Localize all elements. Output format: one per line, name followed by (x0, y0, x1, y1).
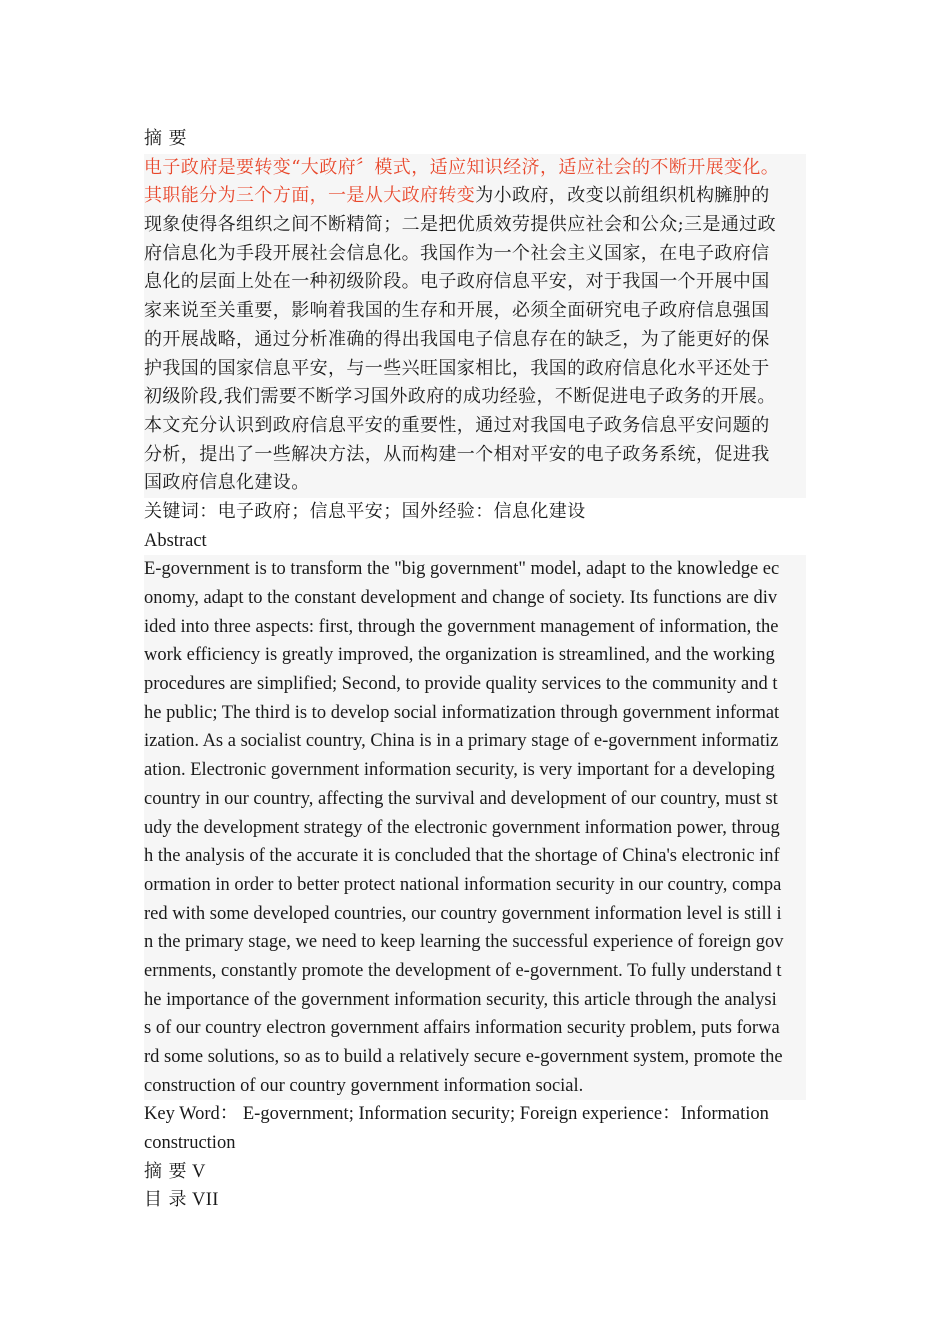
abstract-cn-line: 府信息化为手段开展社会信息化。我国作为一个社会主义国家，在电子政府信 (144, 240, 806, 269)
abstract-cn-line: 分析，提出了一些解决方法，从而构建一个相对平安的电子政务系统，促进我 (144, 441, 806, 470)
abstract-cn-line: 息化的层面上处在一种初级阶段。电子政府信息平安，对于我国一个开展中国 (144, 268, 806, 297)
abstract-en-line: udy the development strategy of the electronic government information power, throug (144, 814, 806, 843)
abstract-en-line: red with some developed countries, our country government information level is still i (144, 900, 806, 929)
abstract-en-line: ernments, constantly promote the development of e-government. To fully understand t (144, 957, 806, 986)
abstract-en-line: ormation in order to better protect national information security in our country, compa (144, 871, 806, 900)
abstract-en-line: E-government is to transform the "big government" model, adapt to the knowledge ec (144, 555, 806, 584)
abstract-cn-line: 家来说至关重要，影响着我国的生存和开展，必须全面研究电子政府信息强国 (144, 297, 806, 326)
abstract-cn-body (144, 154, 806, 498)
toc-entry-abstract[interactable]: 摘 要 V (144, 1160, 206, 1182)
abstract-en-line: he importance of the government information security, this article through the analysi (144, 986, 806, 1015)
abstract-en-line: ation. Electronic government information security, is very important for a developing (144, 756, 806, 785)
toc-entry-contents[interactable]: 目 录 VII (144, 1189, 219, 1211)
abstract-en-line: s of our country electron government affairs information security problem, puts forwa (144, 1014, 806, 1043)
abstract-cn-line: 其职能分为三个方面，一是从大政府转变为小政府，改变以前组织机构臃肿的 (144, 182, 806, 211)
abstract-en-heading: Abstract (144, 530, 207, 551)
abstract-cn-line: 现象使得各组织之间不断精简；二是把优质效劳提供应社会和公众;三是通过政 (144, 211, 806, 240)
abstract-en-line: onomy, adapt to the constant development and change of society. Its functions are div (144, 584, 806, 613)
abstract-en-line: construction of our country government information social. (144, 1072, 806, 1101)
abstract-cn-line: 电子政府是要转变“大政府〞模式，适应知识经济，适应社会的不断开展变化。 (144, 154, 806, 183)
abstract-cn-line: 本文充分认识到政府信息平安的重要性，通过对我国电子政务信息平安问题的 (144, 412, 806, 441)
abstract-cn-keywords: 关键词：电子政府；信息平安；国外经验：信息化建设 (144, 500, 586, 522)
abstract-en-line: procedures are simplified; Second, to provide quality services to the community and t (144, 670, 806, 699)
abstract-en-keywords-cont: construction (144, 1133, 236, 1154)
abstract-en-line: rd some solutions, so as to build a relatively secure e-government system, promote the (144, 1043, 806, 1072)
abstract-en-keywords: Key Word： E-government; Information security; Foreign experience：Information (144, 1104, 769, 1125)
page-content (144, 125, 806, 1215)
abstract-en-body (144, 555, 806, 1100)
abstract-cn-heading: 摘 要 (144, 128, 187, 149)
abstract-en-line: country in our country, affecting the survival and development of our country, must st (144, 785, 806, 814)
abstract-en-line: ided into three aspects: first, through the government management of information, the (144, 613, 806, 642)
abstract-cn-line: 初级阶段,我们需要不断学习国外政府的成功经验，不断促进电子政务的开展。 (144, 383, 806, 412)
abstract-en-line: n the primary stage, we need to keep learning the successful experience of foreign gov (144, 928, 806, 957)
abstract-en-line: ization. As a socialist country, China is in a primary stage of e-government informatiz (144, 727, 806, 756)
abstract-cn-line: 国政府信息化建设。 (144, 469, 806, 498)
abstract-en-line: work efficiency is greatly improved, the organization is streamlined, and the working (144, 641, 806, 670)
abstract-en-line: he public; The third is to develop social informatization through government informat (144, 699, 806, 728)
abstract-cn-line: 的开展战略，通过分析准确的得出我国电子信息存在的缺乏，为了能更好的保 (144, 326, 806, 355)
abstract-cn-line: 护我国的国家信息平安，与一些兴旺国家相比，我国的政府信息化水平还处于 (144, 355, 806, 384)
abstract-en-line: h the analysis of the accurate it is concluded that the shortage of China's electronic inf (144, 842, 806, 871)
